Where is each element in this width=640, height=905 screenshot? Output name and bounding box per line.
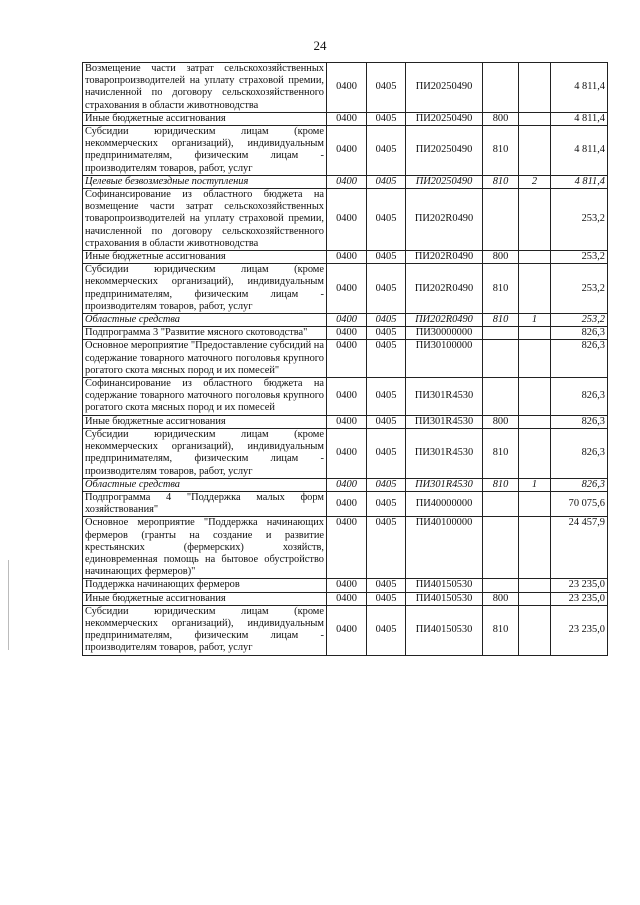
row-expense-type-cell	[483, 517, 519, 579]
row-target-article-cell: ПИ40150530	[406, 605, 483, 655]
row-name-cell: Подпрограмма 3 "Развитие мясного скотоводства"	[83, 327, 327, 340]
row-name-cell: Иные бюджетные ассигнования	[83, 415, 327, 428]
table-row	[83, 579, 608, 592]
row-sum-cell: 70 075,6	[551, 491, 608, 516]
row-sum-cell: 4 811,4	[551, 175, 608, 188]
row-target-article-cell: ПИ202R0490	[406, 189, 483, 251]
row-ved-cell: 0400	[327, 592, 367, 605]
table-row	[83, 63, 608, 113]
row-expense-type-cell	[483, 378, 519, 416]
table-row	[83, 327, 608, 340]
row-sum-cell: 23 235,0	[551, 579, 608, 592]
row-source-cell	[519, 327, 551, 340]
row-target-article-cell: ПИ20250490	[406, 126, 483, 176]
row-name-cell: Субсидии юридическим лицам (кроме некоммерческих организаций), индивидуальным предпринимателям, физическим лицам - производителям товаров, работ, услуг	[83, 126, 327, 176]
row-sum-cell: 23 235,0	[551, 605, 608, 655]
row-section-cell: 0405	[367, 175, 406, 188]
row-sum-cell: 826,3	[551, 378, 608, 416]
row-sum-cell: 826,3	[551, 428, 608, 478]
table-row	[83, 517, 608, 579]
row-name-cell: Областные средства	[83, 314, 327, 327]
row-section-cell: 0405	[367, 428, 406, 478]
row-ved-cell: 0400	[327, 63, 367, 113]
scan-edge-mark	[8, 560, 9, 650]
row-target-article-cell: ПИ20250490	[406, 63, 483, 113]
row-section-cell: 0405	[367, 592, 406, 605]
row-expense-type-cell	[483, 491, 519, 516]
row-target-article-cell: ПИ40150530	[406, 592, 483, 605]
row-source-cell	[519, 428, 551, 478]
row-section-cell: 0405	[367, 491, 406, 516]
page-number: 24	[313, 38, 327, 53]
table-row	[83, 378, 608, 416]
row-sum-cell: 4 811,4	[551, 112, 608, 125]
row-section-cell: 0405	[367, 314, 406, 327]
table-row	[83, 415, 608, 428]
row-ved-cell: 0400	[327, 251, 367, 264]
row-source-cell: 2	[519, 175, 551, 188]
row-expense-type-cell	[483, 189, 519, 251]
row-source-cell	[519, 189, 551, 251]
row-sum-cell: 826,3	[551, 327, 608, 340]
row-source-cell	[519, 112, 551, 125]
row-section-cell: 0405	[367, 126, 406, 176]
table-row	[83, 592, 608, 605]
row-ved-cell: 0400	[327, 378, 367, 416]
row-source-cell	[519, 605, 551, 655]
row-name-cell: Софинансирование из областного бюджета на содержание товарного маточного поголовья крупного рогатого скота мясных пород и их помесей	[83, 378, 327, 416]
row-source-cell	[519, 340, 551, 378]
row-target-article-cell: ПИ301R4530	[406, 415, 483, 428]
budget-table	[82, 62, 608, 656]
row-name-cell: Иные бюджетные ассигнования	[83, 112, 327, 125]
row-section-cell: 0405	[367, 340, 406, 378]
row-section-cell: 0405	[367, 517, 406, 579]
row-target-article-cell: ПИ30000000	[406, 327, 483, 340]
row-source-cell: 1	[519, 314, 551, 327]
row-target-article-cell: ПИ301R4530	[406, 428, 483, 478]
row-target-article-cell: ПИ40000000	[406, 491, 483, 516]
row-expense-type-cell: 810	[483, 605, 519, 655]
row-expense-type-cell: 810	[483, 126, 519, 176]
row-expense-type-cell: 810	[483, 264, 519, 314]
row-target-article-cell: ПИ301R4530	[406, 378, 483, 416]
row-source-cell	[519, 517, 551, 579]
row-target-article-cell: ПИ202R0490	[406, 264, 483, 314]
table-row	[83, 264, 608, 314]
table-row	[83, 189, 608, 251]
row-name-cell: Возмещение части затрат сельскохозяйственных товаропроизводителей на уплату страховой премии, начисленной по договору сельскохозяйственного страхования в области животноводства	[83, 63, 327, 113]
table-row	[83, 251, 608, 264]
row-section-cell: 0405	[367, 189, 406, 251]
budget-table-body	[83, 63, 608, 656]
row-expense-type-cell	[483, 327, 519, 340]
row-ved-cell: 0400	[327, 415, 367, 428]
row-section-cell: 0405	[367, 63, 406, 113]
row-ved-cell: 0400	[327, 478, 367, 491]
row-expense-type-cell: 810	[483, 314, 519, 327]
row-section-cell: 0405	[367, 605, 406, 655]
row-section-cell: 0405	[367, 251, 406, 264]
row-target-article-cell: ПИ30100000	[406, 340, 483, 378]
row-expense-type-cell: 810	[483, 428, 519, 478]
row-section-cell: 0405	[367, 327, 406, 340]
row-target-article-cell: ПИ40150530	[406, 579, 483, 592]
row-ved-cell: 0400	[327, 491, 367, 516]
row-name-cell: Субсидии юридическим лицам (кроме некоммерческих организаций), индивидуальным предпринимателям, физическим лицам - производителям товаров, работ, услуг	[83, 605, 327, 655]
row-ved-cell: 0400	[327, 112, 367, 125]
row-name-cell: Целевые безвозмездные поступления	[83, 175, 327, 188]
row-name-cell: Поддержка начинающих фермеров	[83, 579, 327, 592]
row-ved-cell: 0400	[327, 264, 367, 314]
row-ved-cell: 0400	[327, 340, 367, 378]
row-source-cell	[519, 491, 551, 516]
row-ved-cell: 0400	[327, 126, 367, 176]
row-expense-type-cell: 800	[483, 592, 519, 605]
row-name-cell: Основное мероприятие "Предоставление субсидий на содержание товарного маточного поголовья крупного рогатого скота мясных пород и их помесей"	[83, 340, 327, 378]
row-name-cell: Субсидии юридическим лицам (кроме некоммерческих организаций), индивидуальным предпринимателям, физическим лицам - производителям товаров, работ, услуг	[83, 264, 327, 314]
table-row	[83, 314, 608, 327]
row-section-cell: 0405	[367, 579, 406, 592]
row-expense-type-cell: 800	[483, 112, 519, 125]
row-expense-type-cell	[483, 579, 519, 592]
row-source-cell	[519, 126, 551, 176]
row-section-cell: 0405	[367, 478, 406, 491]
row-sum-cell: 826,3	[551, 478, 608, 491]
row-name-cell: Основное мероприятие "Поддержка начинающих фермеров (гранты на создание и развитие крестьянских (фермерских) хозяйств, единовременная помощь на бытовое обустройство начинающих фермеров)"	[83, 517, 327, 579]
row-section-cell: 0405	[367, 378, 406, 416]
row-name-cell: Иные бюджетные ассигнования	[83, 251, 327, 264]
row-source-cell	[519, 251, 551, 264]
row-ved-cell: 0400	[327, 579, 367, 592]
row-target-article-cell: ПИ40100000	[406, 517, 483, 579]
row-source-cell	[519, 592, 551, 605]
row-sum-cell: 24 457,9	[551, 517, 608, 579]
table-row	[83, 428, 608, 478]
row-name-cell: Областные средства	[83, 478, 327, 491]
row-sum-cell: 253,2	[551, 189, 608, 251]
row-sum-cell: 826,3	[551, 415, 608, 428]
table-row	[83, 491, 608, 516]
table-row	[83, 112, 608, 125]
row-source-cell	[519, 378, 551, 416]
row-section-cell: 0405	[367, 415, 406, 428]
table-row	[83, 478, 608, 491]
table-row	[83, 126, 608, 176]
row-expense-type-cell	[483, 340, 519, 378]
row-target-article-cell: ПИ20250490	[406, 112, 483, 125]
row-ved-cell: 0400	[327, 428, 367, 478]
row-sum-cell: 826,3	[551, 340, 608, 378]
row-ved-cell: 0400	[327, 327, 367, 340]
row-expense-type-cell: 800	[483, 415, 519, 428]
row-expense-type-cell: 810	[483, 175, 519, 188]
row-name-cell: Подпрограмма 4 "Поддержка малых форм хозяйствования"	[83, 491, 327, 516]
row-source-cell	[519, 579, 551, 592]
row-sum-cell: 4 811,4	[551, 126, 608, 176]
row-expense-type-cell: 800	[483, 251, 519, 264]
table-row	[83, 175, 608, 188]
row-sum-cell: 4 811,4	[551, 63, 608, 113]
row-target-article-cell: ПИ202R0490	[406, 251, 483, 264]
row-source-cell	[519, 63, 551, 113]
row-name-cell: Иные бюджетные ассигнования	[83, 592, 327, 605]
row-source-cell: 1	[519, 478, 551, 491]
row-ved-cell: 0400	[327, 189, 367, 251]
row-ved-cell: 0400	[327, 314, 367, 327]
row-expense-type-cell	[483, 63, 519, 113]
row-sum-cell: 23 235,0	[551, 592, 608, 605]
row-ved-cell: 0400	[327, 605, 367, 655]
row-ved-cell: 0400	[327, 517, 367, 579]
row-section-cell: 0405	[367, 264, 406, 314]
row-section-cell: 0405	[367, 112, 406, 125]
row-sum-cell: 253,2	[551, 314, 608, 327]
row-sum-cell: 253,2	[551, 251, 608, 264]
row-source-cell	[519, 415, 551, 428]
row-target-article-cell: ПИ20250490	[406, 175, 483, 188]
row-target-article-cell: ПИ301R4530	[406, 478, 483, 491]
row-target-article-cell: ПИ202R0490	[406, 314, 483, 327]
table-row	[83, 605, 608, 655]
row-name-cell: Субсидии юридическим лицам (кроме некоммерческих организаций), индивидуальным предпринимателям, физическим лицам - производителям товаров, работ, услуг	[83, 428, 327, 478]
row-expense-type-cell: 810	[483, 478, 519, 491]
row-source-cell	[519, 264, 551, 314]
row-ved-cell: 0400	[327, 175, 367, 188]
row-name-cell: Софинансирование из областного бюджета на возмещение части затрат сельскохозяйственных товаропроизводителей на уплату страховой премии, начисленной по договору сельскохозяйственного страхования в области животноводства	[83, 189, 327, 251]
row-sum-cell: 253,2	[551, 264, 608, 314]
table-row	[83, 340, 608, 378]
